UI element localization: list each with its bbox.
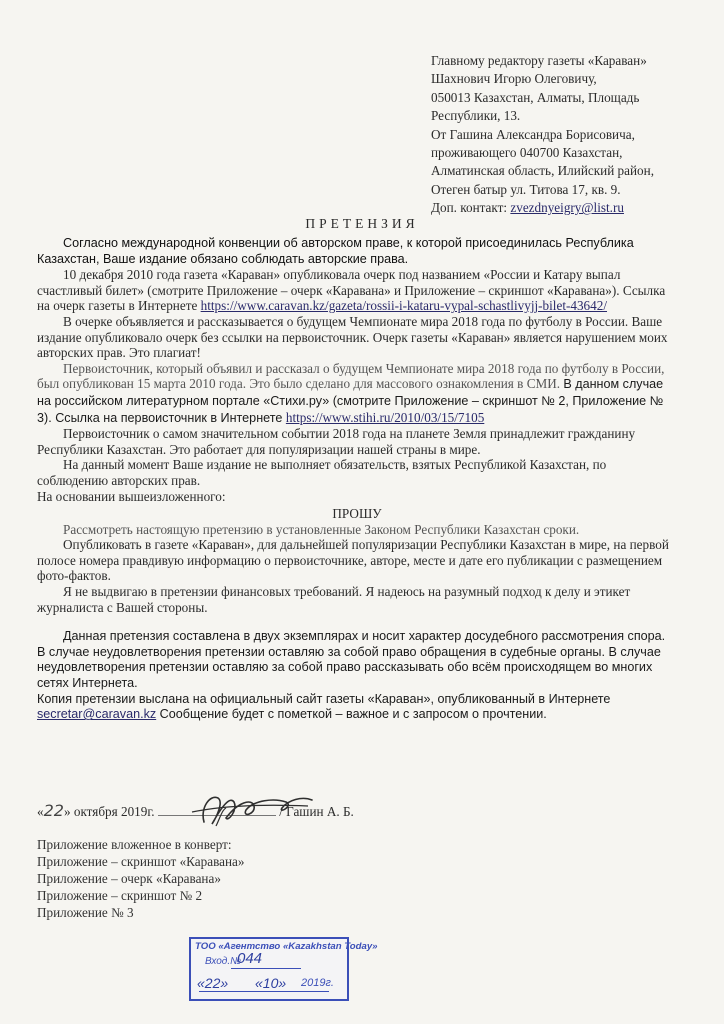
paragraph-publication bbox=[37, 267, 677, 314]
request-item: Опубликовать в газете «Караван», для дальнейшей популяризации Республики Казахстан в мире, на первой полосе номера правдивую информацию о первоисточнике, авторе, месте и дате его публикации с размещением фото-фактов. bbox=[37, 537, 669, 584]
paragraph-plagiarism: В очерке объявляется и рассказывается о будущем Чемпионате мира 2018 года по футболу в России. Ваше издание опубликовало очерк без ссылки на первоисточник. Очерк газеты «Караван» является нарушением моих авторских прав. Это плагиат! bbox=[37, 313, 668, 361]
addressee-line: Шахнович Игорю Олеговичу, bbox=[431, 71, 597, 87]
appendix-list bbox=[37, 836, 245, 921]
addressee-line: Республики, 13. bbox=[431, 108, 521, 124]
contact-label: Доп. контакт: bbox=[431, 200, 511, 216]
appendix-item: Приложение вложенное в конверт: bbox=[37, 837, 232, 852]
incoming-stamp bbox=[189, 937, 378, 1001]
signer-name: / Гашин А. Б. bbox=[279, 804, 354, 819]
stamp-org: ТОО «Агентство «Kazakhstan Today» bbox=[195, 941, 378, 952]
paragraph-source-portal: В данном случае на российском литературном портале «Стихи.ру» (смотрите Приложение – скриншот № 2, Приложение № 3). Ссылка на первоисточник в Интернете bbox=[37, 377, 664, 425]
appendix-item: Приложение – очерк «Каравана» bbox=[37, 871, 221, 886]
sender-line: Отеген батыр ул. Титова 17, кв. 9. bbox=[431, 181, 621, 197]
addressee-block bbox=[431, 52, 721, 218]
stamp-month: «10» bbox=[255, 975, 287, 991]
sender-line: Алматинская область, Илийский район, bbox=[431, 163, 655, 179]
paragraph-basis: На основании вышеизложенного: bbox=[37, 488, 226, 504]
appendix-item: Приложение – скриншот «Каравана» bbox=[37, 854, 245, 869]
request-heading: ПРОШУ bbox=[332, 506, 382, 522]
paragraph-copy-text: Копия претензии выслана на официальный сайт газеты «Караван», опубликованный в Интернете bbox=[37, 691, 611, 706]
contact-line bbox=[431, 199, 721, 217]
paragraph-obligations: На данный момент Ваше издание не выполняет обязательств, взятых Республикой Казахстан, по соблюдению авторских прав. bbox=[37, 457, 607, 488]
signature-line bbox=[37, 802, 677, 821]
date-open-quote: « bbox=[37, 804, 44, 819]
paragraph-intro: Согласно международной конвенции об авторском праве, к которой присоединилась Республика Казахстан, Ваше издание обязано соблюдать авторские права. bbox=[37, 236, 634, 266]
paragraph-ownership: Первоисточник о самом значительном событии 2018 года на планете Земля принадлежит гражданину Республики Казахстан. Это работает для популяризации нашей страны в мире. bbox=[37, 426, 636, 457]
paragraph-source bbox=[37, 361, 677, 426]
date-close-quote: » bbox=[63, 804, 71, 819]
stamp-incoming-number: 044 bbox=[237, 950, 263, 967]
secretar-email-link[interactable]: secretar@caravan.kz bbox=[37, 707, 157, 722]
sender-line: проживающего 040700 Казахстан, bbox=[431, 145, 623, 161]
stamp-number-underline bbox=[231, 968, 301, 969]
sender-line: От Гашина Александра Борисовича, bbox=[431, 126, 635, 142]
stihi-source-link[interactable]: https://www.stihi.ru/2010/03/15/7105 bbox=[285, 409, 485, 425]
contact-email-link[interactable]: zvezdnyeigry@list.ru bbox=[510, 200, 624, 216]
caravan-article-link[interactable]: https://www.caravan.kz/gazeta/rossii-i-kataru-vypal-schastlivyjj-bilet-43642/ bbox=[200, 298, 608, 314]
handwritten-signature bbox=[182, 788, 332, 832]
paragraph-conclusion: Данная претензия составлена в двух экземплярах и носит характер досудебного рассмотрения спора. В случае неудовлетворения претензии оставляю за собой право обращения в судебные органы. В случае неудовлетворения претензии оставляю за собой право рассказывать обо всём происходящем во многих сетях Интернета. bbox=[37, 629, 666, 691]
appendix-item: Приложение – скриншот № 2 bbox=[37, 888, 203, 903]
paragraph-source-text: Первоисточник, который объявил и рассказал о будущем Чемпионате мира 2018 года по футболу в России, был опубликован 15 марта 2010 года. Это было сделано для массового ознакомления в СМИ. bbox=[37, 360, 665, 392]
paragraph-copy bbox=[37, 692, 677, 723]
addressee-line: 050013 Казахстан, Алматы, Площадь bbox=[431, 89, 640, 105]
request-item: Рассмотреть настоящую претензию в установленные Законом Республики Казахстан сроки. bbox=[63, 521, 580, 537]
document-title: ПРЕТЕНЗИЯ bbox=[305, 216, 419, 231]
document-body bbox=[37, 236, 677, 723]
addressee-line: Главному редактору газеты «Караван» bbox=[431, 53, 647, 68]
spacer bbox=[37, 615, 677, 629]
paragraph-copy-tail: Сообщение будет с пометкой – важное и с запросом о прочтении. bbox=[156, 707, 547, 722]
stamp-incoming-label: Вход.№ bbox=[205, 956, 241, 967]
paragraph-publication-text: 10 декабря 2010 года газета «Караван» опубликовала очерк под названием «России и Катару выпал счастливый билет» (смотрите Приложение – очерк «Каравана» и Приложение – скриншот «Каравана»). Ссылка на очерк газеты в Интернете bbox=[37, 267, 666, 314]
date-month-year: октября 2019г. bbox=[73, 804, 155, 819]
date-day-handwritten: 22 bbox=[43, 801, 64, 820]
stamp-day: «22» bbox=[197, 975, 229, 991]
appendix-item: Приложение № 3 bbox=[37, 905, 134, 920]
request-item: Я не выдвигаю в претензии финансовых требований. Я надеюсь на разумный подход к делу и этикет журналиста с Вашей стороны. bbox=[37, 584, 631, 615]
stamp-date-underline bbox=[199, 991, 329, 992]
stamp-year: 2019г. bbox=[301, 977, 334, 989]
